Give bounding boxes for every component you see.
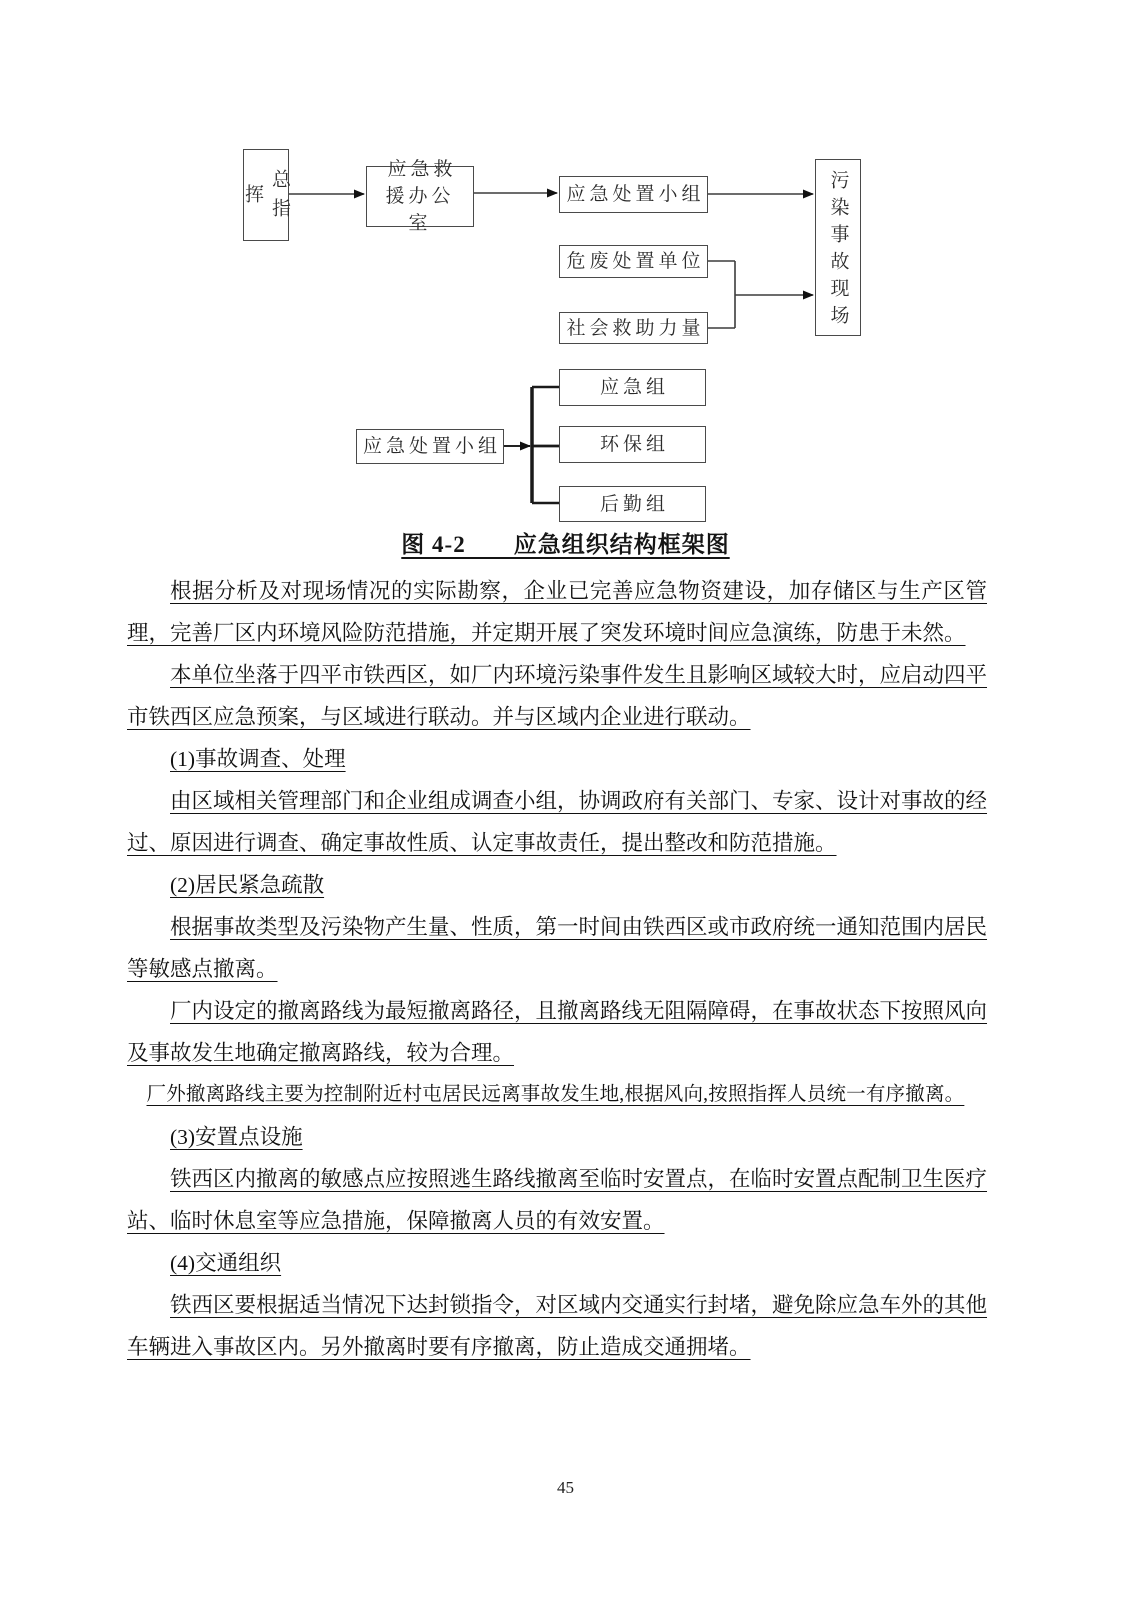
- section-heading-accident-investigation: (1)事故调查、处理: [170, 747, 346, 771]
- paragraph-traffic-organization: 铁西区要根据适当情况下达封锁指令，对区域内交通实行封堵，避免除应急车外的其他车辆进入事故区内。另外撤离时要有序撤离，防止造成交通拥堵。: [127, 1293, 988, 1359]
- paragraph-outplant-evacuation-route: 厂外撤离路线主要为控制附近村屯居民远离事故发生地,根据风向,按照指挥人员统一有序撤离。: [146, 1084, 965, 1105]
- figure-caption-text: 图 4-2 应急组织结构框架图: [401, 532, 730, 557]
- paragraph-regional-linkage: 本单位坐落于四平市铁西区，如厂内环境污染事件发生且影响区域较大时，应启动四平市铁西区应急预案，与区域进行联动。并与区域内企业进行联动。: [127, 663, 988, 729]
- paragraph-resettlement-facility: 铁西区内撤离的敏感点应按照逃生路线撤离至临时安置点，在临时安置点配制卫生医疗站、临时休息室等应急措施，保障撤离人员的有效安置。: [127, 1167, 988, 1233]
- node-emergency-group: 应急组: [559, 369, 706, 406]
- paragraph-emergency-supplies: 根据分析及对现场情况的实际勘察，企业已完善应急物资建设，加存储区与生产区管理，完善厂区内环境风险防范措施，并定期开展了突发环境时间应急演练，防患于未然。: [127, 579, 987, 645]
- node-disposal-team-bottom: 应急处置小组: [356, 429, 504, 464]
- node-rescue-office: 应急救援办公室: [366, 166, 474, 227]
- node-pollution-site: 污染事故现场: [815, 159, 861, 336]
- section-heading-traffic-organization: (4)交通组织: [170, 1251, 282, 1275]
- node-hazwaste-unit: 危废处置单位: [559, 245, 708, 278]
- node-disposal-team-top: 应急处置小组: [559, 176, 708, 213]
- paragraph-accident-investigation: 由区域相关管理部门和企业组成调查小组，协调政府有关部门、专家、设计对事故的经过、原因进行调查、确定事故性质、认定事故责任，提出整改和防范措施。: [127, 789, 988, 855]
- paragraph-resident-evacuation: 根据事故类型及污染物产生量、性质，第一时间由铁西区或市政府统一通知范围内居民等敏感点撤离。: [127, 915, 988, 981]
- node-chief-commander: 总指挥: [243, 149, 289, 241]
- body-text: [127, 570, 987, 1368]
- section-heading-resettlement-facility: (3)安置点设施: [170, 1125, 303, 1149]
- paragraph-inplant-evacuation-route: 厂内设定的撤离路线为最短撤离路径，且撤离路线无阻隔障碍，在事故状态下按照风向及事故发生地确定撤离路线，较为合理。: [127, 999, 988, 1065]
- page-number: 45: [557, 1478, 574, 1497]
- node-social-rescue: 社会救助力量: [559, 312, 708, 344]
- org-structure-flowchart: [0, 145, 1131, 535]
- figure-caption: [0, 526, 1131, 559]
- section-heading-resident-evacuation: (2)居民紧急疏散: [170, 873, 325, 897]
- node-logistics-group: 后勤组: [559, 486, 706, 522]
- node-environment-group: 环保组: [559, 426, 706, 463]
